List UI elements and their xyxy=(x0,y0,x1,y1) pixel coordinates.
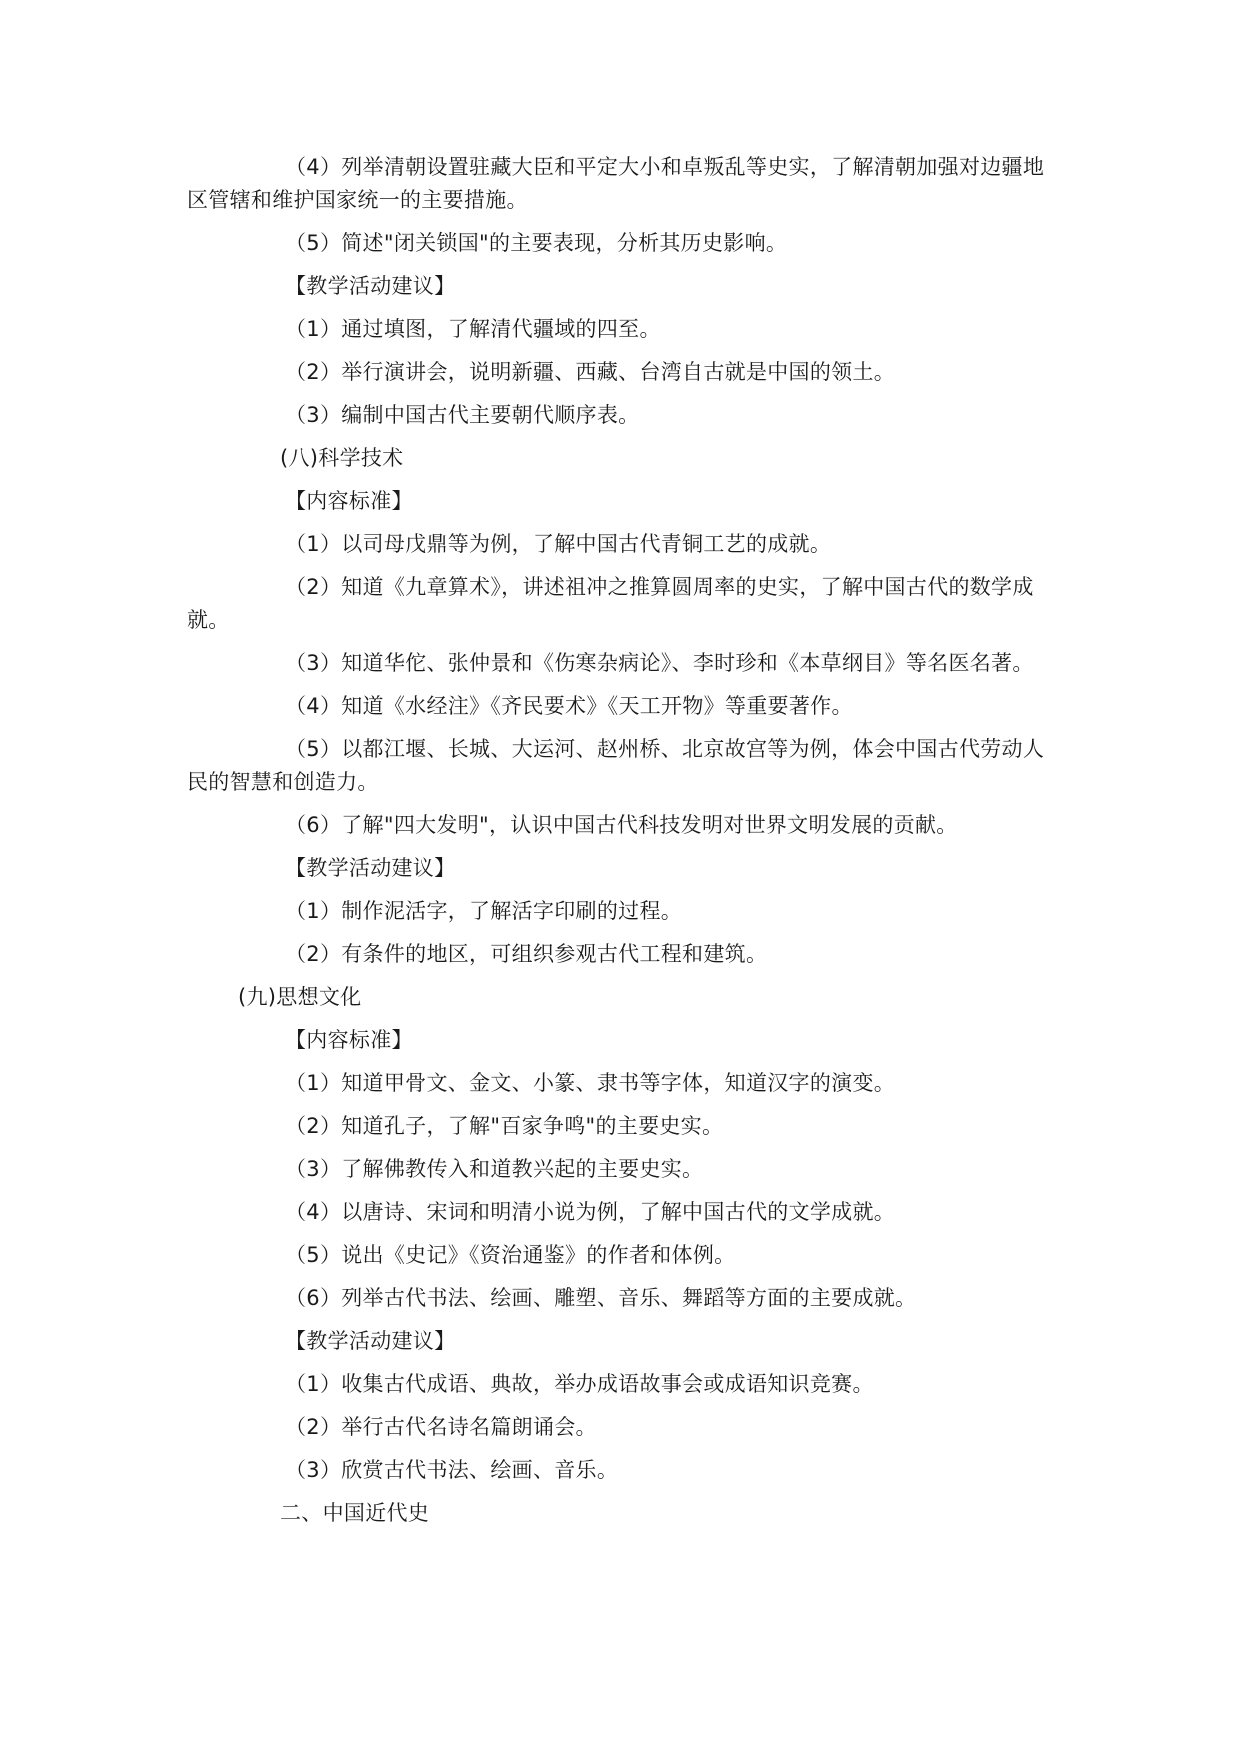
text-line: 就。 xyxy=(187,608,230,632)
text-line: （3）了解佛教传入和道教兴起的主要史实。 xyxy=(285,1157,704,1181)
text-line: （1）通过填图，了解清代疆域的四至。 xyxy=(285,317,661,341)
section-heading: 【教学活动建议】 xyxy=(285,856,456,880)
section-heading: 【教学活动建议】 xyxy=(285,274,456,298)
text-line: （4）知道《水经注》《齐民要术》《天工开物》等重要著作。 xyxy=(285,694,853,718)
text-line: （2）知道孔子，了解"百家争鸣"的主要史实。 xyxy=(285,1114,724,1138)
text-line: （6）了解"四大发明"，认识中国古代科技发明对世界文明发展的贡献。 xyxy=(285,813,958,837)
text-line: （4）列举清朝设置驻藏大臣和平定大小和卓叛乱等史实，了解清朝加强对边疆地 xyxy=(285,155,1045,179)
text-line: 民的智慧和创造力。 xyxy=(187,770,379,794)
text-line: 区管辖和维护国家统一的主要措施。 xyxy=(187,188,528,212)
text-line: （3）知道华佗、张仲景和《伤寒杂病论》、李时珍和《本草纲目》等名医名著。 xyxy=(285,651,1034,675)
section-heading: 【教学活动建议】 xyxy=(285,1329,456,1353)
chapter-heading: (八)科学技术 xyxy=(280,446,404,470)
text-line: （2）举行演讲会，说明新疆、西藏、台湾自古就是中国的领土。 xyxy=(285,360,896,384)
text-line: （1）制作泥活字，了解活字印刷的过程。 xyxy=(285,899,683,923)
chapter-heading: (九)思想文化 xyxy=(238,985,362,1009)
section-heading: 【内容标准】 xyxy=(285,1028,413,1052)
text-line: （6）列举古代书法、绘画、雕塑、音乐、舞蹈等方面的主要成就。 xyxy=(285,1286,917,1310)
text-line: （1）以司母戊鼎等为例，了解中国古代青铜工艺的成就。 xyxy=(285,532,832,556)
text-line: （1）知道甲骨文、金文、小篆、隶书等字体，知道汉字的演变。 xyxy=(285,1071,896,1095)
section-heading: 【内容标准】 xyxy=(285,489,413,513)
text-line: （5）简述"闭关锁国"的主要表现，分析其历史影响。 xyxy=(285,231,788,255)
text-line: （2）举行古代名诗名篇朗诵会。 xyxy=(285,1415,597,1439)
text-line: （5）以都江堰、长城、大运河、赵州桥、北京故宫等为例，体会中国古代劳动人 xyxy=(285,737,1045,761)
text-line: （3）欣赏古代书法、绘画、音乐。 xyxy=(285,1458,619,1482)
text-line: （3）编制中国古代主要朝代顺序表。 xyxy=(285,403,640,427)
text-line: （1）收集古代成语、典故，举办成语故事会或成语知识竞赛。 xyxy=(285,1372,874,1396)
part-heading: 二、中国近代史 xyxy=(280,1501,430,1525)
text-line: （2）有条件的地区，可组织参观古代工程和建筑。 xyxy=(285,942,768,966)
text-line: （4）以唐诗、宋词和明清小说为例，了解中国古代的文学成就。 xyxy=(285,1200,896,1224)
text-line: （2）知道《九章算术》，讲述祖冲之推算圆周率的史实，了解中国古代的数学成 xyxy=(285,575,1034,599)
text-line: （5）说出《史记》《资治通鉴》的作者和体例。 xyxy=(285,1243,736,1267)
